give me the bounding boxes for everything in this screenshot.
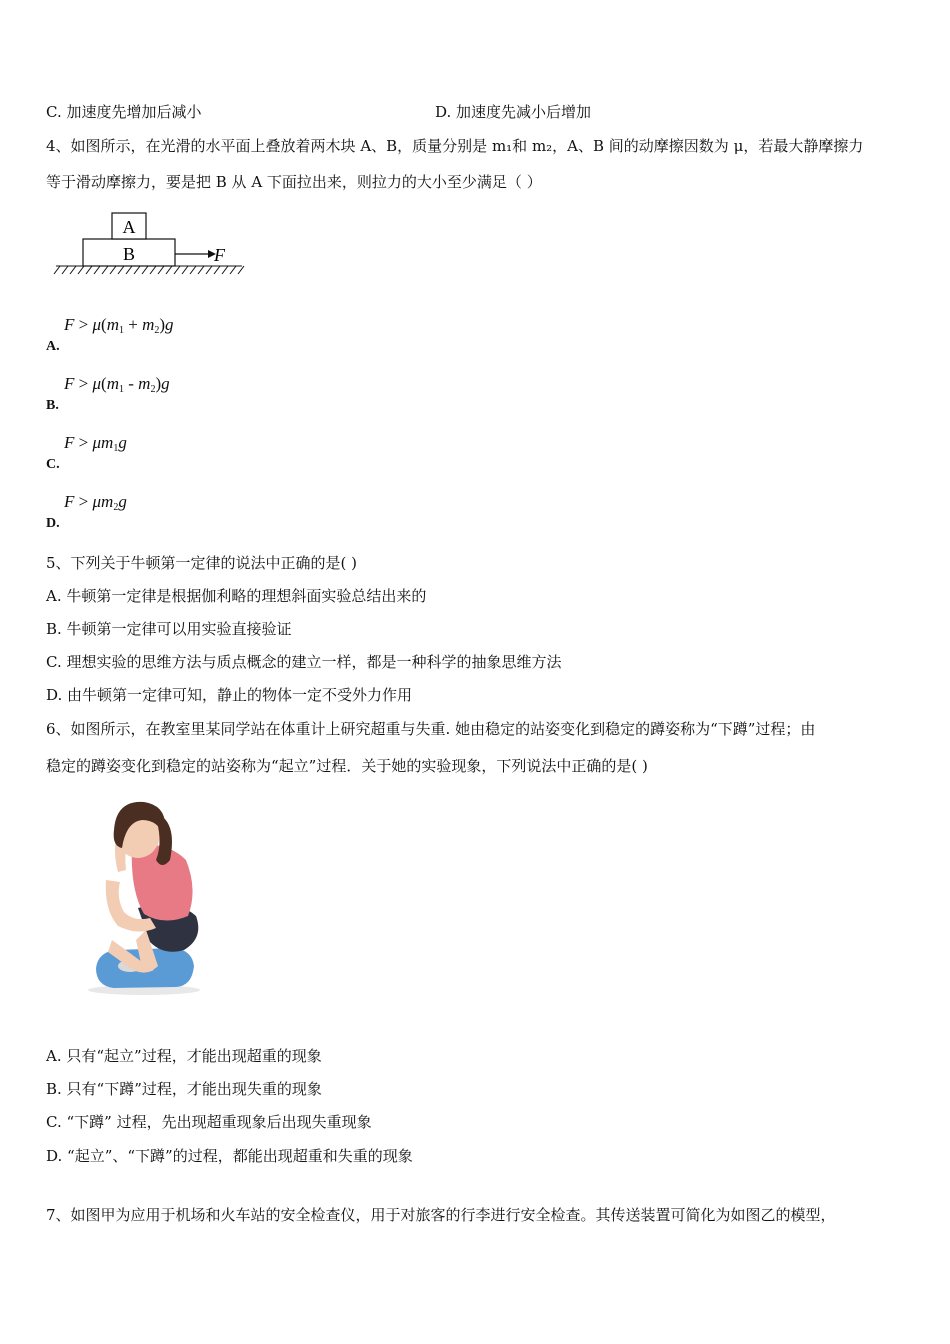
q6-stem-line1: 6、如图所示，在教室里某同学站在体重计上研究超重与失重. 她由稳定的站姿变化到稳定的蹲姿称为“下蹲”过程；由 — [46, 720, 816, 738]
q4-option-c-label: C. — [46, 457, 60, 472]
q6-option-a: A. 只有“起立”过程，才能出现超重的现象 — [46, 1047, 322, 1065]
force-label: F — [214, 245, 225, 265]
q5-option-b: B. 牛顿第一定律可以用实验直接验证 — [46, 620, 292, 638]
q4-option-c-formula: $F > \mu m_1g$ — [64, 433, 127, 454]
q3-option-c: C. 加速度先增加后减小 — [46, 103, 202, 121]
block-a-label: A — [122, 217, 136, 237]
q4-option-b-label: B. — [46, 398, 59, 413]
block-b-label: B — [122, 244, 136, 264]
q5-option-d: D. 由牛顿第一定律可知，静止的物体一定不受外力作用 — [46, 686, 413, 704]
q4-option-b — [46, 374, 346, 414]
ground-hatch — [54, 266, 244, 274]
q5-option-c: C. 理想实验的思维方法与质点概念的建立一样，都是一种科学的抽象思维方法 — [46, 653, 562, 671]
q6-stem-line2: 稳定的蹲姿变化到稳定的站姿称为“起立”过程．关于她的实验现象，下列说法中正确的是( ) — [46, 757, 648, 775]
q7-stem-line1: 7、如图甲为应用于机场和火车站的安全检查仪，用于对旅客的行李进行安全检查。其传送装置可简化为如图乙的模型， — [46, 1206, 836, 1224]
q4-option-d-formula: $F > \mu m_2g$ — [64, 492, 127, 513]
q3-options-row — [46, 102, 906, 122]
q3-option-d: D. 加速度先减小后增加 — [435, 103, 592, 121]
squatting-girl-photo — [46, 790, 228, 996]
q5-stem: 5、下列关于牛顿第一定律的说法中正确的是( ) — [46, 554, 358, 572]
q4-option-d — [46, 492, 346, 532]
q4-blocks-figure — [52, 208, 252, 280]
q4-option-a-formula: $F > \mu(m_1 + m_2)g$ — [64, 315, 174, 336]
q4-option-a — [46, 315, 346, 355]
q4-option-b-formula: $F > \mu(m_1 - m_2)g$ — [64, 374, 170, 395]
q4-option-a-label: A. — [46, 339, 60, 354]
q6-option-b: B. 只有“下蹲”过程，才能出现失重的现象 — [46, 1080, 322, 1098]
q4-option-d-label: D. — [46, 516, 60, 531]
q6-option-c: C. “下蹲” 过程，先出现超重现象后出现失重现象 — [46, 1113, 372, 1131]
q5-option-a: A. 牛顿第一定律是根据伽利略的理想斜面实验总结出来的 — [46, 587, 427, 605]
q4-option-c — [46, 433, 346, 473]
q6-option-d: D. “起立”、“下蹲”的过程，都能出现超重和失重的现象 — [46, 1147, 413, 1165]
q4-stem-line2: 等于滑动摩擦力，要是把 B 从 A 下面拉出来，则拉力的大小至少满足（ ） — [46, 173, 542, 191]
q4-stem-line1: 4、如图所示，在光滑的水平面上叠放着两木块 A、B，质量分别是 m₁和 m₂，A、B 间的动摩擦因数为 μ，若最大静摩擦力 — [46, 137, 864, 155]
